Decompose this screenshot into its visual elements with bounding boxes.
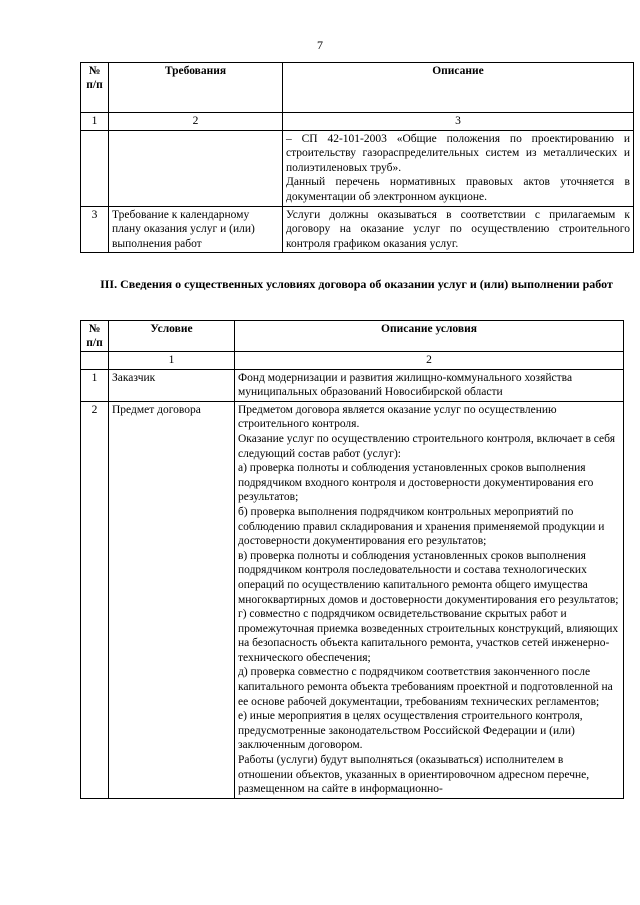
text-line: д) проверка совместно с подрядчиком соответствия законченного после капитального ремонта объекта требованиям проектной и подготовленной на ее основе рабочей документации, требованиям технических регламентов; <box>238 666 613 708</box>
requirement-cell: Требование к календарному плану оказания услуг и (или) выполнения работ <box>109 206 283 253</box>
condition-cell: Заказчик <box>109 369 235 401</box>
row-number: 3 <box>81 206 109 253</box>
col-number: 1 <box>81 113 109 131</box>
table-header-row <box>81 321 624 352</box>
section-title: III. Сведения о существенных условиях договора об оказании услуг и (или) выполнении работ <box>100 277 613 291</box>
text-line: г) совместно с подрядчиком освидетельствование скрытых работ и промежуточная приемка возведенных строительных конструкций, влияющих на безопасность объекта капитального ремонта, участков сетей инженерно-технического обеспечения; <box>238 608 619 664</box>
column-numbers-row <box>81 113 634 131</box>
table-row <box>81 369 624 401</box>
header-condition-description: Описание условия <box>235 321 624 352</box>
row-number: 2 <box>81 401 109 798</box>
text-line: а) проверка полноты и соблюдения установленных сроков выполнения подрядчиком входного контроля и достоверности документирования его результатов; <box>238 462 594 504</box>
page-number: 7 <box>317 38 323 52</box>
table-header-row <box>81 63 634 113</box>
requirements-table <box>80 62 634 253</box>
col-number: 1 <box>109 352 235 370</box>
text-line: Фонд модернизации и развития жилищно-коммунального хозяйства муниципальных образований Новосибирской области <box>238 371 573 399</box>
header-number: № п/п <box>81 63 109 113</box>
contract-conditions-table <box>80 320 624 799</box>
table-row <box>81 130 634 206</box>
text-line: Данный перечень нормативных правовых актов уточняется в документации об электронном аукционе. <box>286 176 630 203</box>
text-line: в) проверка полноты и соблюдения установленных сроков выполнения подрядчиком контроля последовательности и состава технологических операций по осуществлению капитального ремонта общего имущества многоквартирных домов и достоверности документирования его результатов; <box>238 549 619 606</box>
condition-description-cell <box>235 369 624 401</box>
text-line: е) иные мероприятия в целях осуществления строительного контроля, предусмотренные законодательством Российской Федерации и (или) заключенным договором. <box>238 710 583 752</box>
column-numbers-row <box>81 352 624 370</box>
text-line: Работы (услуги) будут выполняться (оказываться) исполнителем в отношении объектов, указанных в ориентировочном адресном перечне, размещенном на сайте в информационно- <box>238 754 590 796</box>
description-cell <box>283 130 634 206</box>
table-row <box>81 401 624 798</box>
header-requirements: Требования <box>109 63 283 113</box>
col-number: 2 <box>235 352 624 370</box>
condition-description-cell <box>235 401 624 798</box>
text-line: б) проверка выполнения подрядчиком контрольных мероприятий по соблюдению правил складирования и хранения применяемой продукции и достоверности документирования его результатов; <box>238 505 605 548</box>
header-number: № п/п <box>81 321 109 352</box>
description-cell: Услуги должны оказываться в соответствии с прилагаемым к договору на оказание услуг по осуществлению строительного контроля графиком оказания услуг. <box>283 206 634 253</box>
header-condition: Условие <box>109 321 235 352</box>
header-description: Описание <box>283 63 634 113</box>
condition-cell: Предмет договора <box>109 401 235 798</box>
row-number: 1 <box>81 369 109 401</box>
col-number: 3 <box>283 113 634 131</box>
table-row <box>81 206 634 253</box>
text-line: Оказание услуг по осуществлению строительного контроля, включает в себя следующий состав работ (услуг): <box>238 432 615 460</box>
text-line: – СП 42-101-2003 «Общие положения по проектированию и строительству газораспределительных систем из металлических и полиэтиленовых труб». <box>286 132 630 174</box>
col-number: 2 <box>109 113 283 131</box>
text-line: Предметом договора является оказание услуг по осуществлению строительного контроля. <box>238 403 557 431</box>
